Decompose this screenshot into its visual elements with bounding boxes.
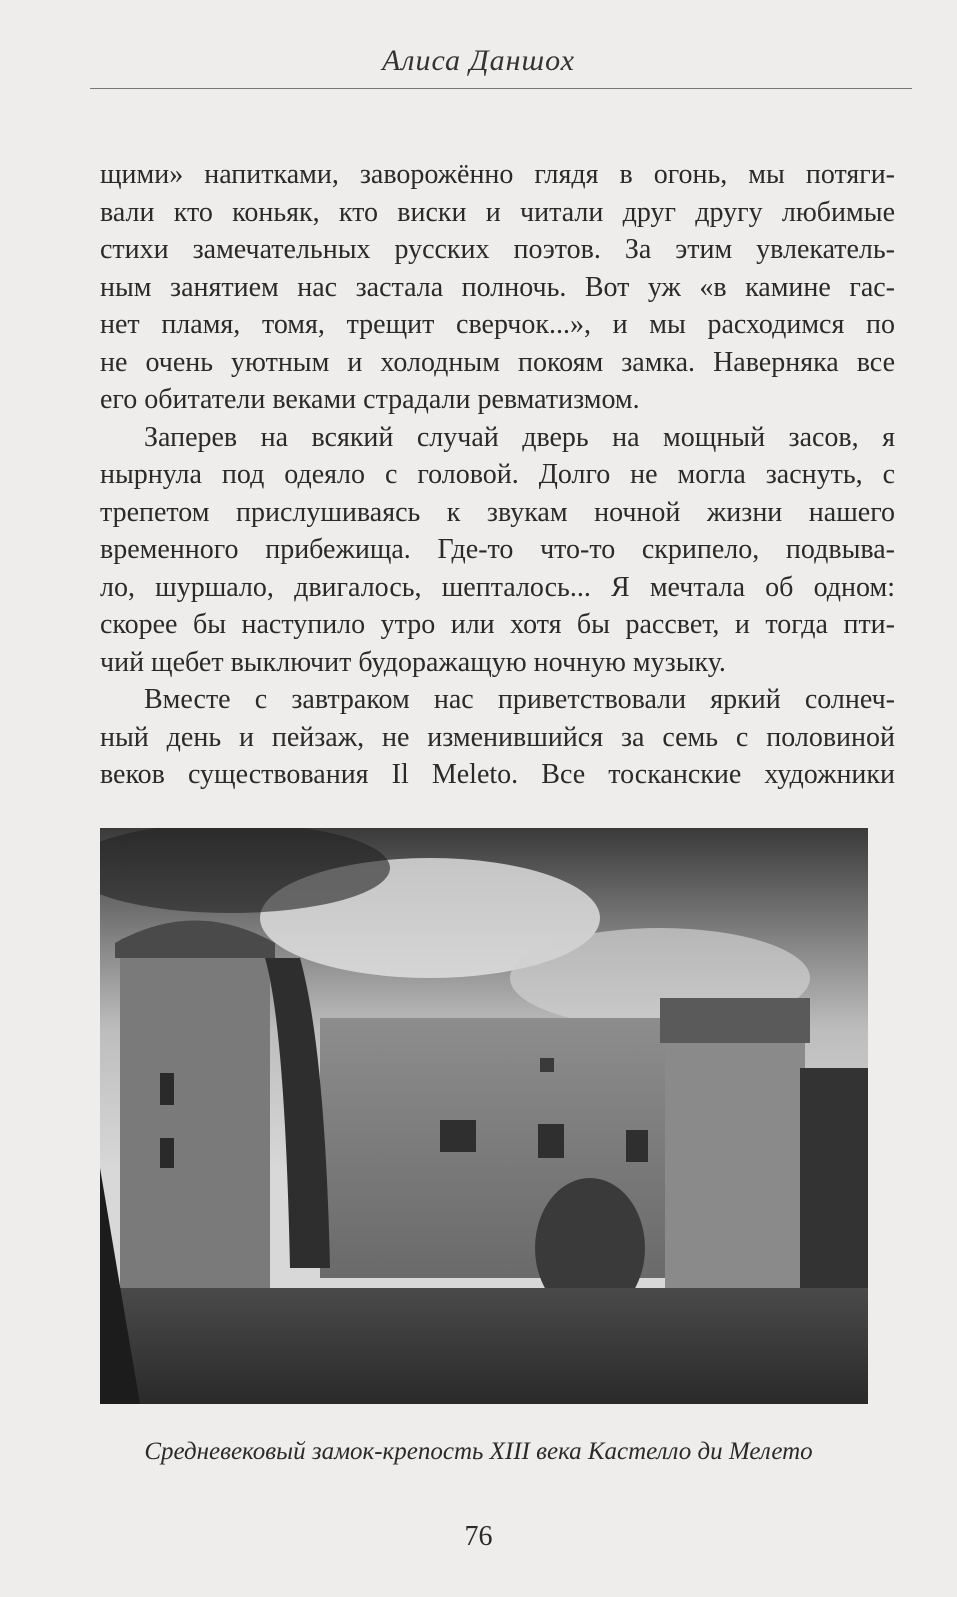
body-text <box>100 156 895 794</box>
text-line: вали кто коньяк, кто виски и читали друг другу любимые <box>100 196 895 228</box>
text-line: веков существования Il Meleto. Все тосканские художники <box>100 759 895 790</box>
text-line: ным занятием нас застала полночь. Вот уж «в камине гас- <box>100 271 895 303</box>
text-line: его обитатели веками страдали ревматизмом. <box>100 384 640 415</box>
text-line: не очень уютным и холодным покоям замка. Наверняка все <box>100 346 895 378</box>
text-line: скорее бы наступило утро или хотя бы рассвет, и тогда пти- <box>100 609 895 640</box>
text-line: трепетом прислушиваясь к звукам ночной жизни нашего <box>100 496 895 528</box>
text-line: Заперев на всякий случай дверь на мощный засов, я <box>144 421 895 453</box>
text-line: ный день и пейзаж, не изменившийся за семь с половиной <box>100 721 895 753</box>
text-line: Вместе с завтраком нас приветствовали яркий солнеч- <box>144 684 895 715</box>
text-line: ло, шуршало, двигалось, шепталось... Я мечтала об одном: <box>100 571 895 603</box>
text-line: временного прибежища. Где-то что-то скрипело, подвыва- <box>100 534 895 565</box>
running-header-author: Алиса Даншох <box>382 44 575 77</box>
text-line: стихи замечательных русских поэтов. За этим увлекатель- <box>100 234 895 265</box>
page-number: 76 <box>464 1521 493 1552</box>
text-line: чий щебет выключит будоражащую ночную музыку. <box>100 646 726 678</box>
text-line: нырнула под одеяло с головой. Долго не могла заснуть, с <box>100 459 895 490</box>
castle-photo <box>100 828 868 1404</box>
text-line: нет пламя, томя, трещит сверчок...», и мы расходимся по <box>100 309 895 340</box>
figure-caption: Средневековый замок-крепость XIII века Кастелло ди Мелето <box>144 1438 813 1465</box>
header-rule <box>90 88 912 89</box>
text-line: щими» напитками, заворожённо глядя в огонь, мы потяги- <box>100 159 895 190</box>
